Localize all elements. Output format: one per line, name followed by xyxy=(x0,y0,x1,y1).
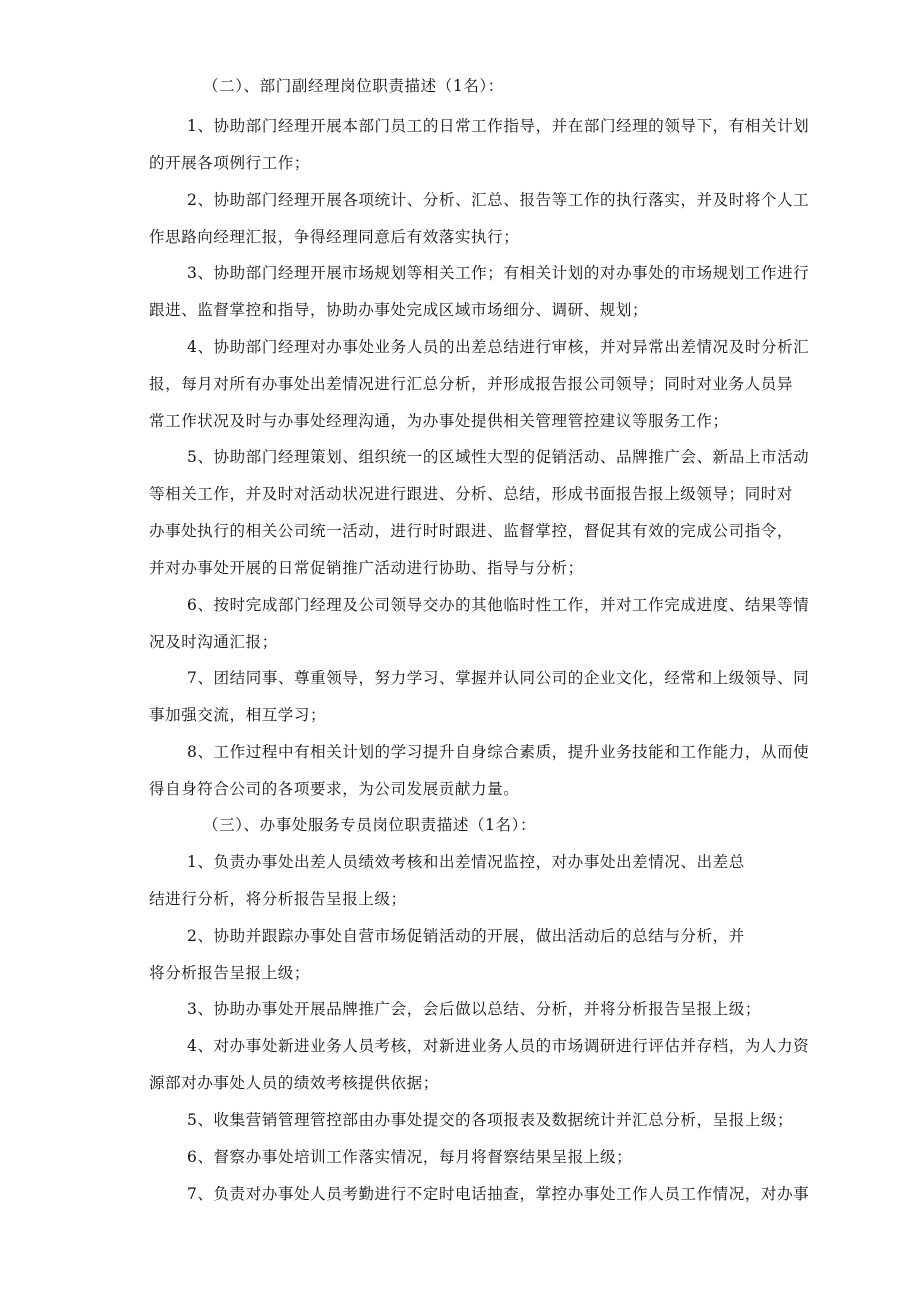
paragraph-line: 7、负责对办事处人员考勤进行不定时电话抽查，掌控办事处工作人员工作情况，对办事 xyxy=(187,1185,810,1203)
paragraph-line: 报，每月对所有办事处出差情况进行汇总分析，并形成报告报公司领导；同时对业务人员异 xyxy=(149,375,794,393)
paragraph-line: 5、协助部门经理策划、组织统一的区域性大型的促销活动、品牌推广会、新品上市活动 xyxy=(187,448,810,466)
paragraph-line: 常工作状况及时与办事处经理沟通，为办事处提供相关管理管控建议等服务工作； xyxy=(149,412,729,430)
paragraph-line: 3、协助部门经理开展市场规划等相关工作；有相关计划的对办事处的市场规划工作进行 xyxy=(187,264,810,282)
paragraph-line: 8、工作过程中有相关计划的学习提升自身综合素质，提升业务技能和工作能力，从而使 xyxy=(187,743,810,761)
paragraph-line: 3、协助办事处开展品牌推广会，会后做以总结、分析，并将分析报告呈报上级； xyxy=(187,1000,761,1018)
paragraph-line: 2、协助部门经理开展各项统计、分析、汇总、报告等工作的执行落实，并及时将个人工 xyxy=(187,191,810,209)
paragraph-line: 源部对办事处人员的绩效考核提供依据； xyxy=(149,1074,439,1092)
paragraph-line: 并对办事处开展的日常促销推广活动进行协助、指导与分析； xyxy=(149,559,584,577)
paragraph-line: 4、对办事处新进业务人员考核，对新进业务人员的市场调研进行评估并存档，为人力资 xyxy=(187,1037,810,1055)
paragraph-line: 5、收集营销管理管控部由办事处提交的各项报表及数据统计并汇总分析，呈报上级； xyxy=(187,1111,794,1129)
paragraph-line: 况及时沟通汇报； xyxy=(149,633,278,651)
paragraph-line: 得自身符合公司的各项要求，为公司发展贡献力量。 xyxy=(149,780,520,798)
paragraph-line: 作思路向经理汇报，争得经理同意后有效落实执行； xyxy=(149,228,520,246)
paragraph-line: 1、负责办事处出差人员绩效考核和出差情况监控，对办事处出差情况、出差总 xyxy=(187,853,745,871)
paragraph-line: 1、协助部门经理开展本部门员工的日常工作指导，并在部门经理的领导下，有相关计划 xyxy=(187,117,810,135)
paragraph-line: 事加强交流，相互学习； xyxy=(149,706,327,724)
paragraph-line: 4、协助部门经理对办事处业务人员的出差总结进行审核，并对异常出差情况及时分析汇 xyxy=(187,338,810,356)
paragraph-line: 7、团结同事、尊重领导，努力学习、掌握并认同公司的企业文化，经常和上级领导、同 xyxy=(187,669,810,687)
paragraph-line: 6、督察办事处培训工作落实情况，每月将督察结果呈报上级； xyxy=(187,1148,633,1166)
paragraph-line: 跟进、监督掌控和指导，协助办事处完成区域市场细分、调研、规划； xyxy=(149,301,649,319)
paragraph-line: 6、按时完成部门经理及公司领导交办的其他临时性工作，并对工作完成进度、结果等情 xyxy=(187,596,810,614)
paragraph-line: 将分析报告呈报上级； xyxy=(149,964,311,982)
paragraph-line: 结进行分析，将分析报告呈报上级； xyxy=(149,890,407,908)
section-heading-service-specialist: （三）、办事处服务专员岗位职责描述（1名）： xyxy=(203,816,537,834)
section-heading-deputy-manager: （二）、部门副经理岗位职责描述（1名）： xyxy=(203,77,504,95)
paragraph-line: 2、协助并跟踪办事处自营市场促销活动的开展，做出活动后的总结与分析，并 xyxy=(187,927,745,945)
paragraph-line: 的开展各项例行工作； xyxy=(149,154,311,172)
paragraph-line: 等相关工作，并及时对活动状况进行跟进、分析、总结，形成书面报告报上级领导；同时对 xyxy=(149,485,794,503)
paragraph-line: 办事处执行的相关公司统一活动，进行时时跟进、监督掌控，督促其有效的完成公司指令， xyxy=(149,522,794,540)
